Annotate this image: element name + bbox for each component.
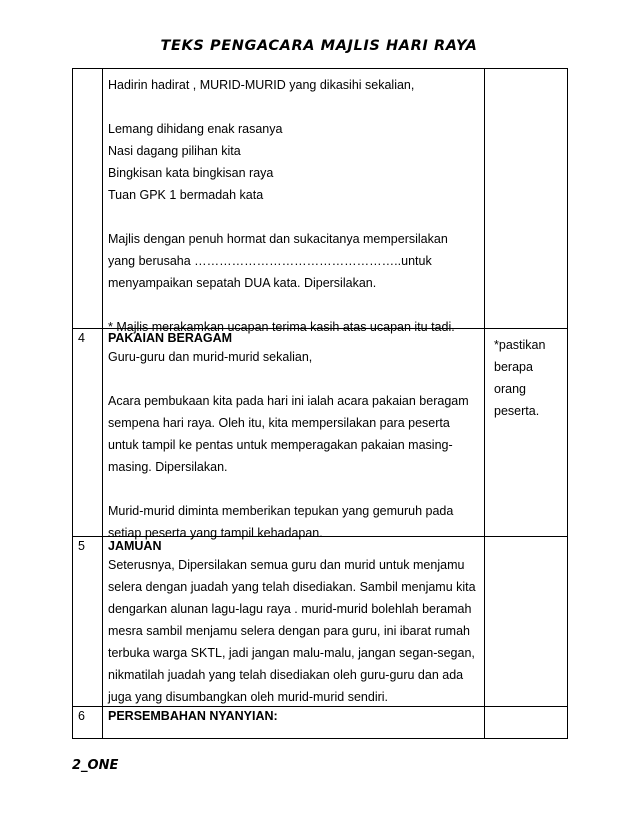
table-row-4 — [108, 330, 481, 544]
row-note — [494, 334, 564, 422]
program-table — [72, 68, 568, 739]
row-heading: PERSEMBAHAN NYANYIAN: — [108, 709, 278, 723]
row-number: 6 — [78, 709, 85, 723]
text-line: Bingkisan kata bingkisan raya — [108, 166, 274, 180]
text-line: Hadirin hadirat , MURID-MURID yang dikasihi sekalian, — [108, 78, 415, 92]
table-border-right — [567, 68, 568, 739]
text-line: Acara pembukaan kita pada hari ini ialah acara pakaian beragam — [108, 394, 469, 408]
text-line: menyampaikan sepatah DUA kata. Dipersilakan. — [108, 276, 377, 290]
table-row-speech — [108, 74, 481, 338]
text-line: Lemang dihidang enak rasanya — [108, 122, 283, 136]
note-line: peserta. — [494, 404, 540, 418]
table-row-5 — [108, 538, 481, 708]
table-row-6 — [108, 708, 481, 724]
note-line: berapa orang — [494, 360, 533, 396]
text-line: nikmatilah juadah yang telah disediakan oleh guru-guru dan ada — [108, 668, 464, 682]
text-line: Tuan GPK 1 bermadah kata — [108, 188, 264, 202]
page-title: TEKS PENGACARA MAJLIS HARI RAYA — [160, 38, 478, 54]
text-line: dengarkan alunan lagu-lagu raya . murid-murid bolehlah beramah — [108, 602, 472, 616]
text-line: terbuka warga SKTL, jadi jangan malu-malu, jangan segan-segan, — [108, 646, 475, 660]
table-border-top — [72, 68, 568, 69]
text-line: Nasi dagang pilihan kita — [108, 144, 241, 158]
text-line: untuk tampil ke pentas untuk memperagakan pakaian masing- — [108, 438, 453, 452]
text-line: yang berusaha …………………………………………..untuk — [108, 254, 432, 268]
row-number: 4 — [78, 331, 85, 345]
table-border-bottom — [72, 738, 568, 739]
text-line: Majlis dengan penuh hormat dan sukacitanya mempersilakan — [108, 232, 448, 246]
text-line: selera dengan juadah yang telah disediakan. Sambil menjamu kita — [108, 580, 476, 594]
text-line: juga yang disumbangkan oleh murid-murid sendiri. — [108, 690, 389, 704]
note-line: *pastikan — [494, 338, 546, 352]
column-divider — [484, 68, 485, 739]
text-line: Guru-guru dan murid-murid sekalian, — [108, 350, 313, 364]
footer-text: 2_ONE — [72, 758, 119, 773]
text-line: masing. Dipersilakan. — [108, 460, 228, 474]
text-line: Murid-murid diminta memberikan tepukan yang gemuruh pada — [108, 504, 454, 518]
text-line: Seterusnya, Dipersilakan semua guru dan murid untuk menjamu — [108, 558, 465, 572]
table-border-left — [72, 68, 73, 739]
text-line: setiap peserta yang tampil kehadapan. — [108, 526, 323, 540]
text-line: * Majlis merakamkan ucapan terima kasih atas ucapan itu tadi. — [108, 320, 455, 334]
row-heading: PAKAIAN BERAGAM — [108, 331, 233, 345]
text-line: sempena hari raya. Oleh itu, kita mempersilakan para peserta — [108, 416, 450, 430]
row-number: 5 — [78, 539, 85, 553]
text-line: mesra sambil menjamu selera dengan para guru, ini ibarat rumah — [108, 624, 470, 638]
row-heading: JAMUAN — [108, 539, 162, 553]
column-divider — [102, 68, 103, 739]
